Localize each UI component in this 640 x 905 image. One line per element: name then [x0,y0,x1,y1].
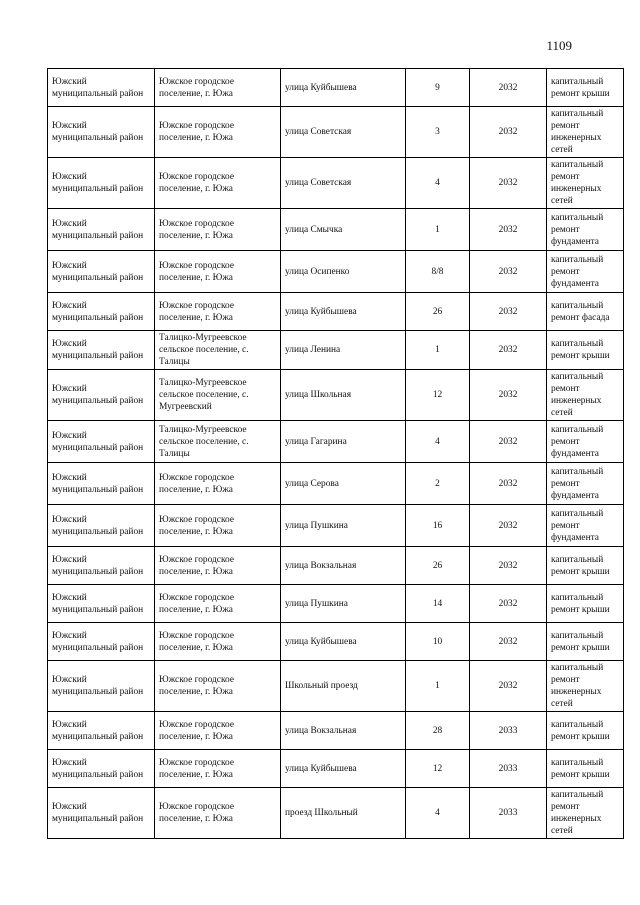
settlement-cell: Южское городское поселение, г. Южа [155,788,281,839]
street-cell: улица Гагарина [281,421,406,463]
house-number-cell: 4 [406,158,470,209]
year-cell: 2032 [470,547,547,585]
year-cell: 2033 [470,788,547,839]
district-cell: Южский муниципальный район [48,69,155,107]
house-number-cell: 9 [406,69,470,107]
year-cell: 2033 [470,750,547,788]
street-cell: улица Куйбышева [281,750,406,788]
house-number-cell: 28 [406,712,470,750]
year-cell: 2032 [470,623,547,661]
district-cell: Южский муниципальный район [48,331,155,370]
year-cell: 2032 [470,585,547,623]
house-number-cell: 26 [406,547,470,585]
work-type-cell: капитальный ремонт фундамента [547,421,624,463]
district-cell: Южский муниципальный район [48,293,155,331]
district-cell: Южский муниципальный район [48,712,155,750]
year-cell: 2032 [470,293,547,331]
house-number-cell: 14 [406,585,470,623]
district-cell: Южский муниципальный район [48,421,155,463]
year-cell: 2032 [470,251,547,293]
house-number-cell: 12 [406,750,470,788]
street-cell: улица Ленина [281,331,406,370]
work-type-cell: капитальный ремонт крыши [547,69,624,107]
year-cell: 2032 [470,69,547,107]
street-cell: улица Серова [281,463,406,505]
work-type-cell: капитальный ремонт фасада [547,293,624,331]
settlement-cell: Талицко-Мугреевское сельское поселение, с. Талицы [155,421,281,463]
work-type-cell: капитальный ремонт крыши [547,585,624,623]
table-row [48,750,624,788]
district-cell: Южский муниципальный район [48,788,155,839]
settlement-cell: Южское городское поселение, г. Южа [155,293,281,331]
street-cell: улица Вокзальная [281,547,406,585]
table-row [48,712,624,750]
district-cell: Южский муниципальный район [48,107,155,158]
settlement-cell: Южское городское поселение, г. Южа [155,209,281,251]
table-row [48,331,624,370]
house-number-cell: 12 [406,370,470,421]
year-cell: 2032 [470,370,547,421]
year-cell: 2032 [470,107,547,158]
district-cell: Южский муниципальный район [48,209,155,251]
street-cell: улица Школьная [281,370,406,421]
street-cell: улица Куйбышева [281,69,406,107]
work-type-cell: капитальный ремонт инженерных сетей [547,370,624,421]
table-row [48,69,624,107]
house-number-cell: 1 [406,331,470,370]
district-cell: Южский муниципальный район [48,623,155,661]
settlement-cell: Южское городское поселение, г. Южа [155,623,281,661]
settlement-cell: Южское городское поселение, г. Южа [155,661,281,712]
work-type-cell: капитальный ремонт крыши [547,547,624,585]
street-cell: улица Пушкина [281,505,406,547]
work-type-cell: капитальный ремонт инженерных сетей [547,107,624,158]
table-row [48,547,624,585]
table-row [48,107,624,158]
year-cell: 2032 [470,331,547,370]
work-type-cell: капитальный ремонт фундамента [547,251,624,293]
year-cell: 2032 [470,505,547,547]
house-number-cell: 8/8 [406,251,470,293]
settlement-cell: Талицко-Мугреевское сельское поселение, с. Мугреевский [155,370,281,421]
work-type-cell: капитальный ремонт крыши [547,750,624,788]
housing-repair-table [47,68,624,839]
table-row [48,293,624,331]
district-cell: Южский муниципальный район [48,585,155,623]
settlement-cell: Южское городское поселение, г. Южа [155,547,281,585]
settlement-cell: Южское городское поселение, г. Южа [155,107,281,158]
house-number-cell: 26 [406,293,470,331]
district-cell: Южский муниципальный район [48,158,155,209]
table-row [48,505,624,547]
work-type-cell: капитальный ремонт инженерных сетей [547,661,624,712]
house-number-cell: 4 [406,788,470,839]
settlement-cell: Южское городское поселение, г. Южа [155,712,281,750]
district-cell: Южский муниципальный район [48,463,155,505]
settlement-cell: Южское городское поселение, г. Южа [155,463,281,505]
district-cell: Южский муниципальный район [48,750,155,788]
house-number-cell: 2 [406,463,470,505]
house-number-cell: 1 [406,661,470,712]
settlement-cell: Южское городское поселение, г. Южа [155,750,281,788]
district-cell: Южский муниципальный район [48,547,155,585]
year-cell: 2032 [470,661,547,712]
page-number: 1109 [546,38,572,53]
table-row [48,788,624,839]
work-type-cell: капитальный ремонт крыши [547,712,624,750]
street-cell: улица Куйбышева [281,623,406,661]
work-type-cell: капитальный ремонт фундамента [547,463,624,505]
house-number-cell: 3 [406,107,470,158]
street-cell: Школьный проезд [281,661,406,712]
work-type-cell: капитальный ремонт крыши [547,331,624,370]
table-row [48,370,624,421]
work-type-cell: капитальный ремонт инженерных сетей [547,788,624,839]
table-row [48,463,624,505]
year-cell: 2032 [470,421,547,463]
settlement-cell: Южское городское поселение, г. Южа [155,251,281,293]
table-row [48,251,624,293]
street-cell: улица Куйбышева [281,293,406,331]
district-cell: Южский муниципальный район [48,251,155,293]
table-row [48,421,624,463]
district-cell: Южский муниципальный район [48,370,155,421]
house-number-cell: 1 [406,209,470,251]
street-cell: улица Советская [281,107,406,158]
street-cell: улица Советская [281,158,406,209]
year-cell: 2032 [470,158,547,209]
settlement-cell: Южское городское поселение, г. Южа [155,158,281,209]
year-cell: 2032 [470,209,547,251]
street-cell: улица Осипенко [281,251,406,293]
street-cell: улица Пушкина [281,585,406,623]
work-type-cell: капитальный ремонт крыши [547,623,624,661]
table-row [48,661,624,712]
settlement-cell: Южское городское поселение, г. Южа [155,69,281,107]
settlement-cell: Талицко-Мугреевское сельское поселение, с. Талицы [155,331,281,370]
district-cell: Южский муниципальный район [48,505,155,547]
street-cell: улица Вокзальная [281,712,406,750]
house-number-cell: 10 [406,623,470,661]
table-row [48,585,624,623]
house-number-cell: 16 [406,505,470,547]
table-row [48,158,624,209]
work-type-cell: капитальный ремонт фундамента [547,505,624,547]
work-type-cell: капитальный ремонт инженерных сетей [547,158,624,209]
work-type-cell: капитальный ремонт фундамента [547,209,624,251]
settlement-cell: Южское городское поселение, г. Южа [155,585,281,623]
table-row [48,623,624,661]
street-cell: проезд Школьный [281,788,406,839]
table-row [48,209,624,251]
settlement-cell: Южское городское поселение, г. Южа [155,505,281,547]
district-cell: Южский муниципальный район [48,661,155,712]
street-cell: улица Смычка [281,209,406,251]
year-cell: 2033 [470,712,547,750]
house-number-cell: 4 [406,421,470,463]
year-cell: 2032 [470,463,547,505]
